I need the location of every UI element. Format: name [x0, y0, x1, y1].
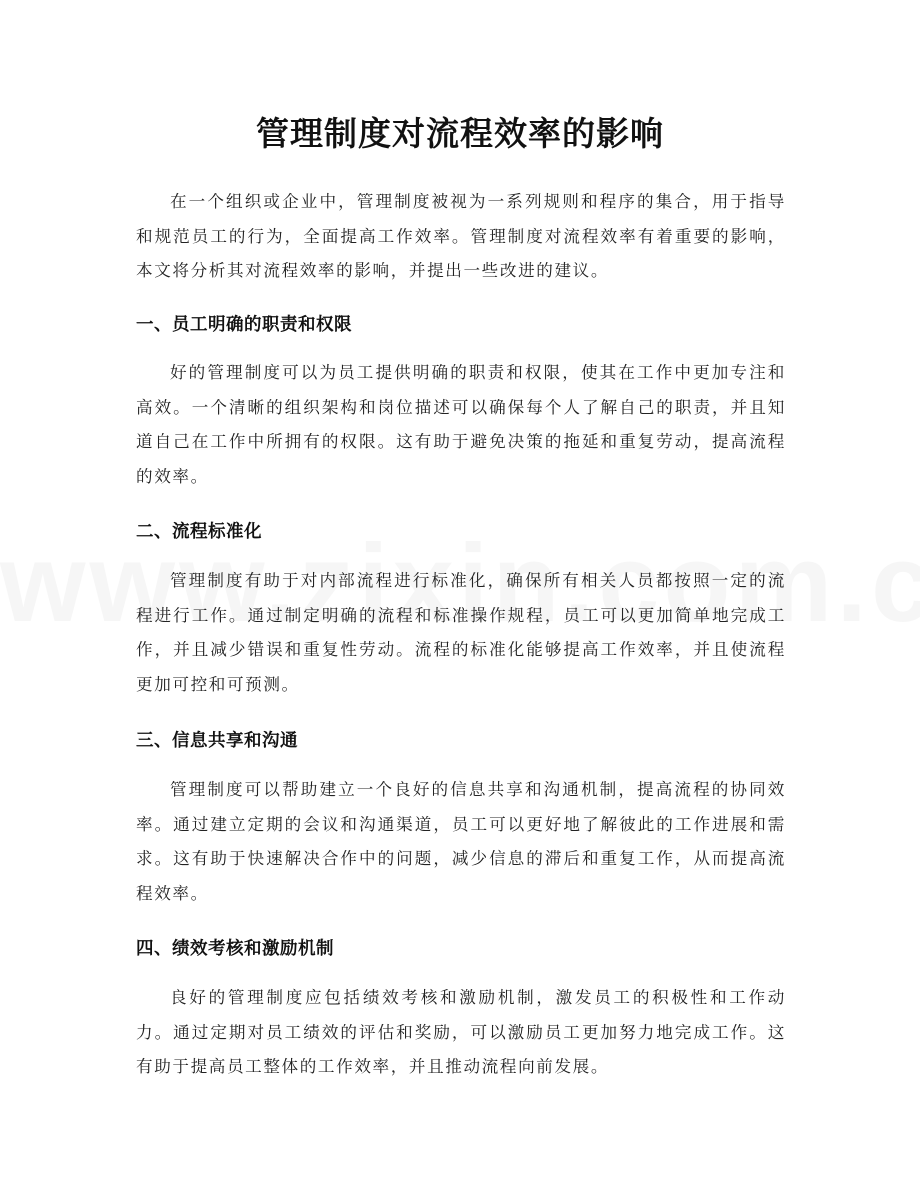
section-body-3: 管理制度可以帮助建立一个良好的信息共享和沟通机制，提高流程的协同效率。通过建立定期的会议和沟通渠道，员工可以更好地了解彼此的工作进展和需求。这有助于快速解决合作中的问题，减少信息的滞后和重复工作，从而提高流程效率。	[136, 780, 786, 903]
section-heading-1: 一、员工明确的职责和权限	[136, 315, 352, 335]
section-body-2: 管理制度有助于对内部流程进行标准化，确保所有相关人员都按照一定的流程进行工作。通过制定明确的流程和标准操作规程，员工可以更加简单地完成工作，并且减少错误和重复性劳动。流程的标准化能够提高工作效率，并且使流程更加可控和可预测。	[136, 571, 786, 694]
section-body-4: 良好的管理制度应包括绩效考核和激励机制，激发员工的积极性和工作动力。通过定期对员工绩效的评估和奖励，可以激励员工更加努力地完成工作。这有助于提高员工整体的工作效率，并且推动流程向前发展。	[136, 988, 786, 1076]
page-title: 管理制度对流程效率的影响	[256, 114, 664, 153]
section-heading-4: 四、绩效考核和激励机制	[136, 939, 334, 959]
intro-paragraph: 在一个组织或企业中，管理制度被视为一系列规则和程序的集合，用于指导和规范员工的行为，全面提高工作效率。管理制度对流程效率有着重要的影响，本文将分析其对流程效率的影响，并提出一些改进的建议。	[136, 192, 786, 280]
section-heading-2: 二、流程标准化	[136, 522, 262, 542]
section-heading-3: 三、信息共享和沟通	[136, 731, 298, 751]
section-body-1: 好的管理制度可以为员工提供明确的职责和权限，使其在工作中更加专注和高效。一个清晰的组织架构和岗位描述可以确保每个人了解自己的职责，并且知道自己在工作中所拥有的权限。这有助于避免决策的拖延和重复劳动，提高流程的效率。	[136, 363, 786, 486]
